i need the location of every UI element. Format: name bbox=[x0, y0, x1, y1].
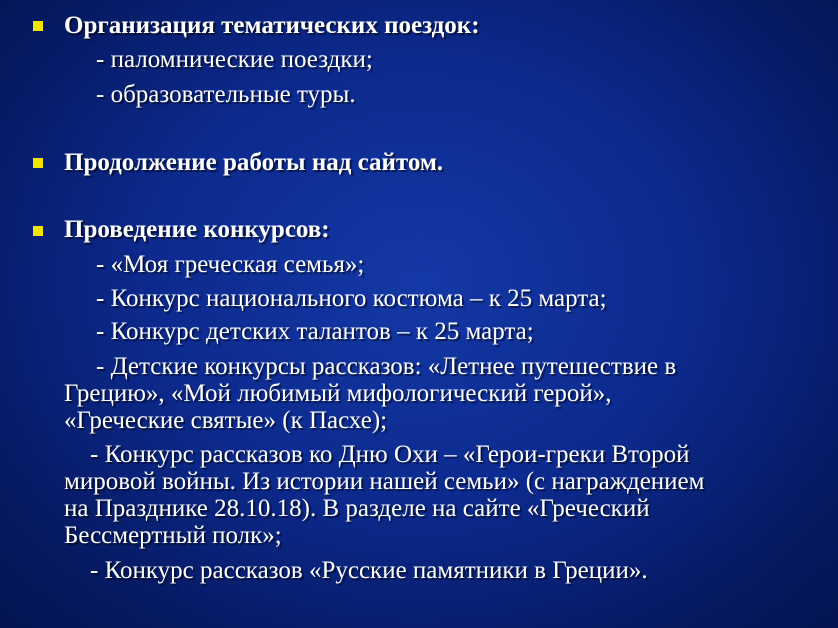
list-item-greek-family: - «Моя греческая семья»; bbox=[96, 251, 365, 278]
list-item-ohi-contest-line4: Бессмертный полк»; bbox=[64, 522, 282, 549]
section-heading-contests: Проведение конкурсов: bbox=[64, 216, 330, 243]
list-item-monuments-contest: - Конкурс рассказов «Русские памятники в Греции». bbox=[90, 557, 648, 584]
list-item-talents-contest: - Конкурс детских талантов – к 25 марта; bbox=[96, 318, 534, 345]
section-heading-website: Продолжение работы над сайтом. bbox=[64, 149, 444, 176]
list-item-educational-tours: - образовательные туры. bbox=[96, 81, 356, 108]
list-item-costume-contest: - Конкурс национального костюма – к 25 марта; bbox=[96, 285, 607, 312]
section-heading-trips: Организация тематических поездок: bbox=[64, 12, 480, 39]
list-item-story-contests-line2: Грецию», «Мой любимый мифологический герой», bbox=[64, 380, 612, 407]
list-item-story-contests-line3: «Греческие святые» (к Пасхе); bbox=[64, 407, 388, 434]
list-item-ohi-contest-line2: мировой войны. Из истории нашей семьи» (с награждением bbox=[64, 468, 705, 495]
list-item-story-contests-line1: - Детские конкурсы рассказов: «Летнее путешествие в bbox=[96, 353, 677, 380]
list-item-ohi-contest-line3: на Празднике 28.10.18). В разделе на сайте «Греческий bbox=[64, 495, 650, 522]
bullet-marker bbox=[33, 21, 43, 31]
bullet-marker bbox=[33, 158, 43, 168]
list-item-pilgrimage: - паломнические поездки; bbox=[96, 46, 373, 73]
bullet-marker bbox=[33, 226, 43, 236]
list-item-ohi-contest-line1: - Конкурс рассказов ко Дню Охи – «Герои-греки Второй bbox=[90, 441, 690, 468]
